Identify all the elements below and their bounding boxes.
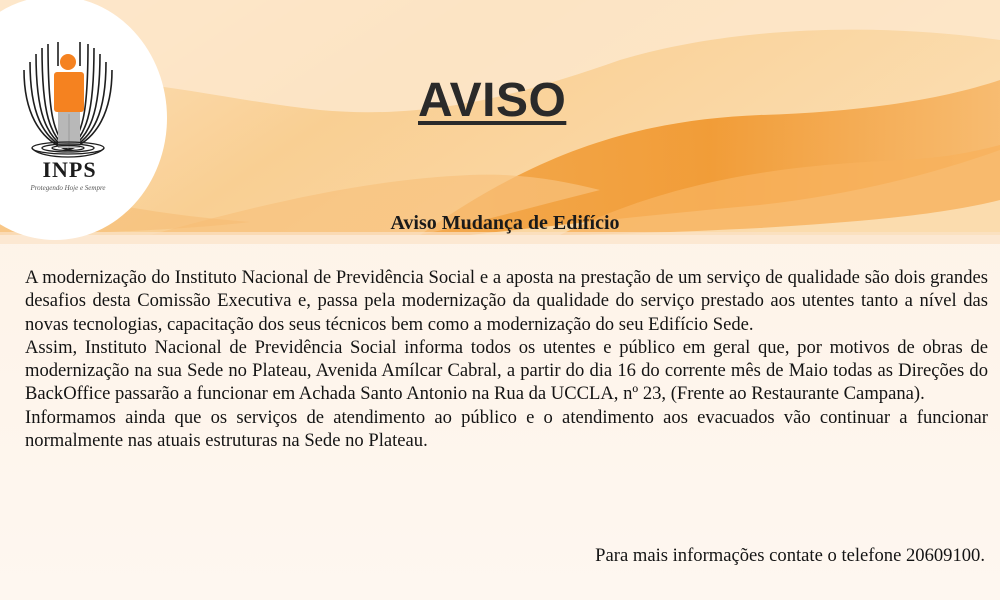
notice-body — [25, 266, 988, 452]
logo-text: INPS — [42, 157, 97, 182]
inps-logo — [0, 0, 170, 240]
logo-tagline: Protegendo Hoje e Sempre — [30, 184, 106, 192]
notice-paragraph: Informamos ainda que os serviços de atendimento ao público e o atendimento aos evacuados vão continuar a funcionar normalmente nas atuais estruturas na Sede no Plateau. — [25, 406, 988, 452]
notice-subtitle: Aviso Mudança de Edifício — [390, 212, 620, 234]
contact-line: Para mais informações contate o telefone 20609100. — [595, 545, 985, 566]
notice-paragraph: A modernização do Instituto Nacional de Previdência Social e a aposta na prestação de um serviço de qualidade são dois grandes desafios desta Comissão Executiva e, passa pela modernização da qualidade do serviço prestado aos utentes tanto a nível das novas tecnologias, capacitação dos seus técnicos bem como a modernização do seu Edifício Sede. — [25, 267, 988, 335]
page-title: AVISO — [418, 74, 567, 127]
notice-paragraph: Assim, Instituto Nacional de Previdência Social informa todos os utentes e público em geral que, por motivos de obras de modernização na sua Sede no Plateau, Avenida Amílcar Cabral, a partir do dia 16 do corrente mês de Maio todas as Direções do BackOffice passarão a funcionar em Achada Santo Antonio na Rua da UCCLA, nº 23, (Frente ao Restaurante Campana). — [25, 336, 988, 405]
